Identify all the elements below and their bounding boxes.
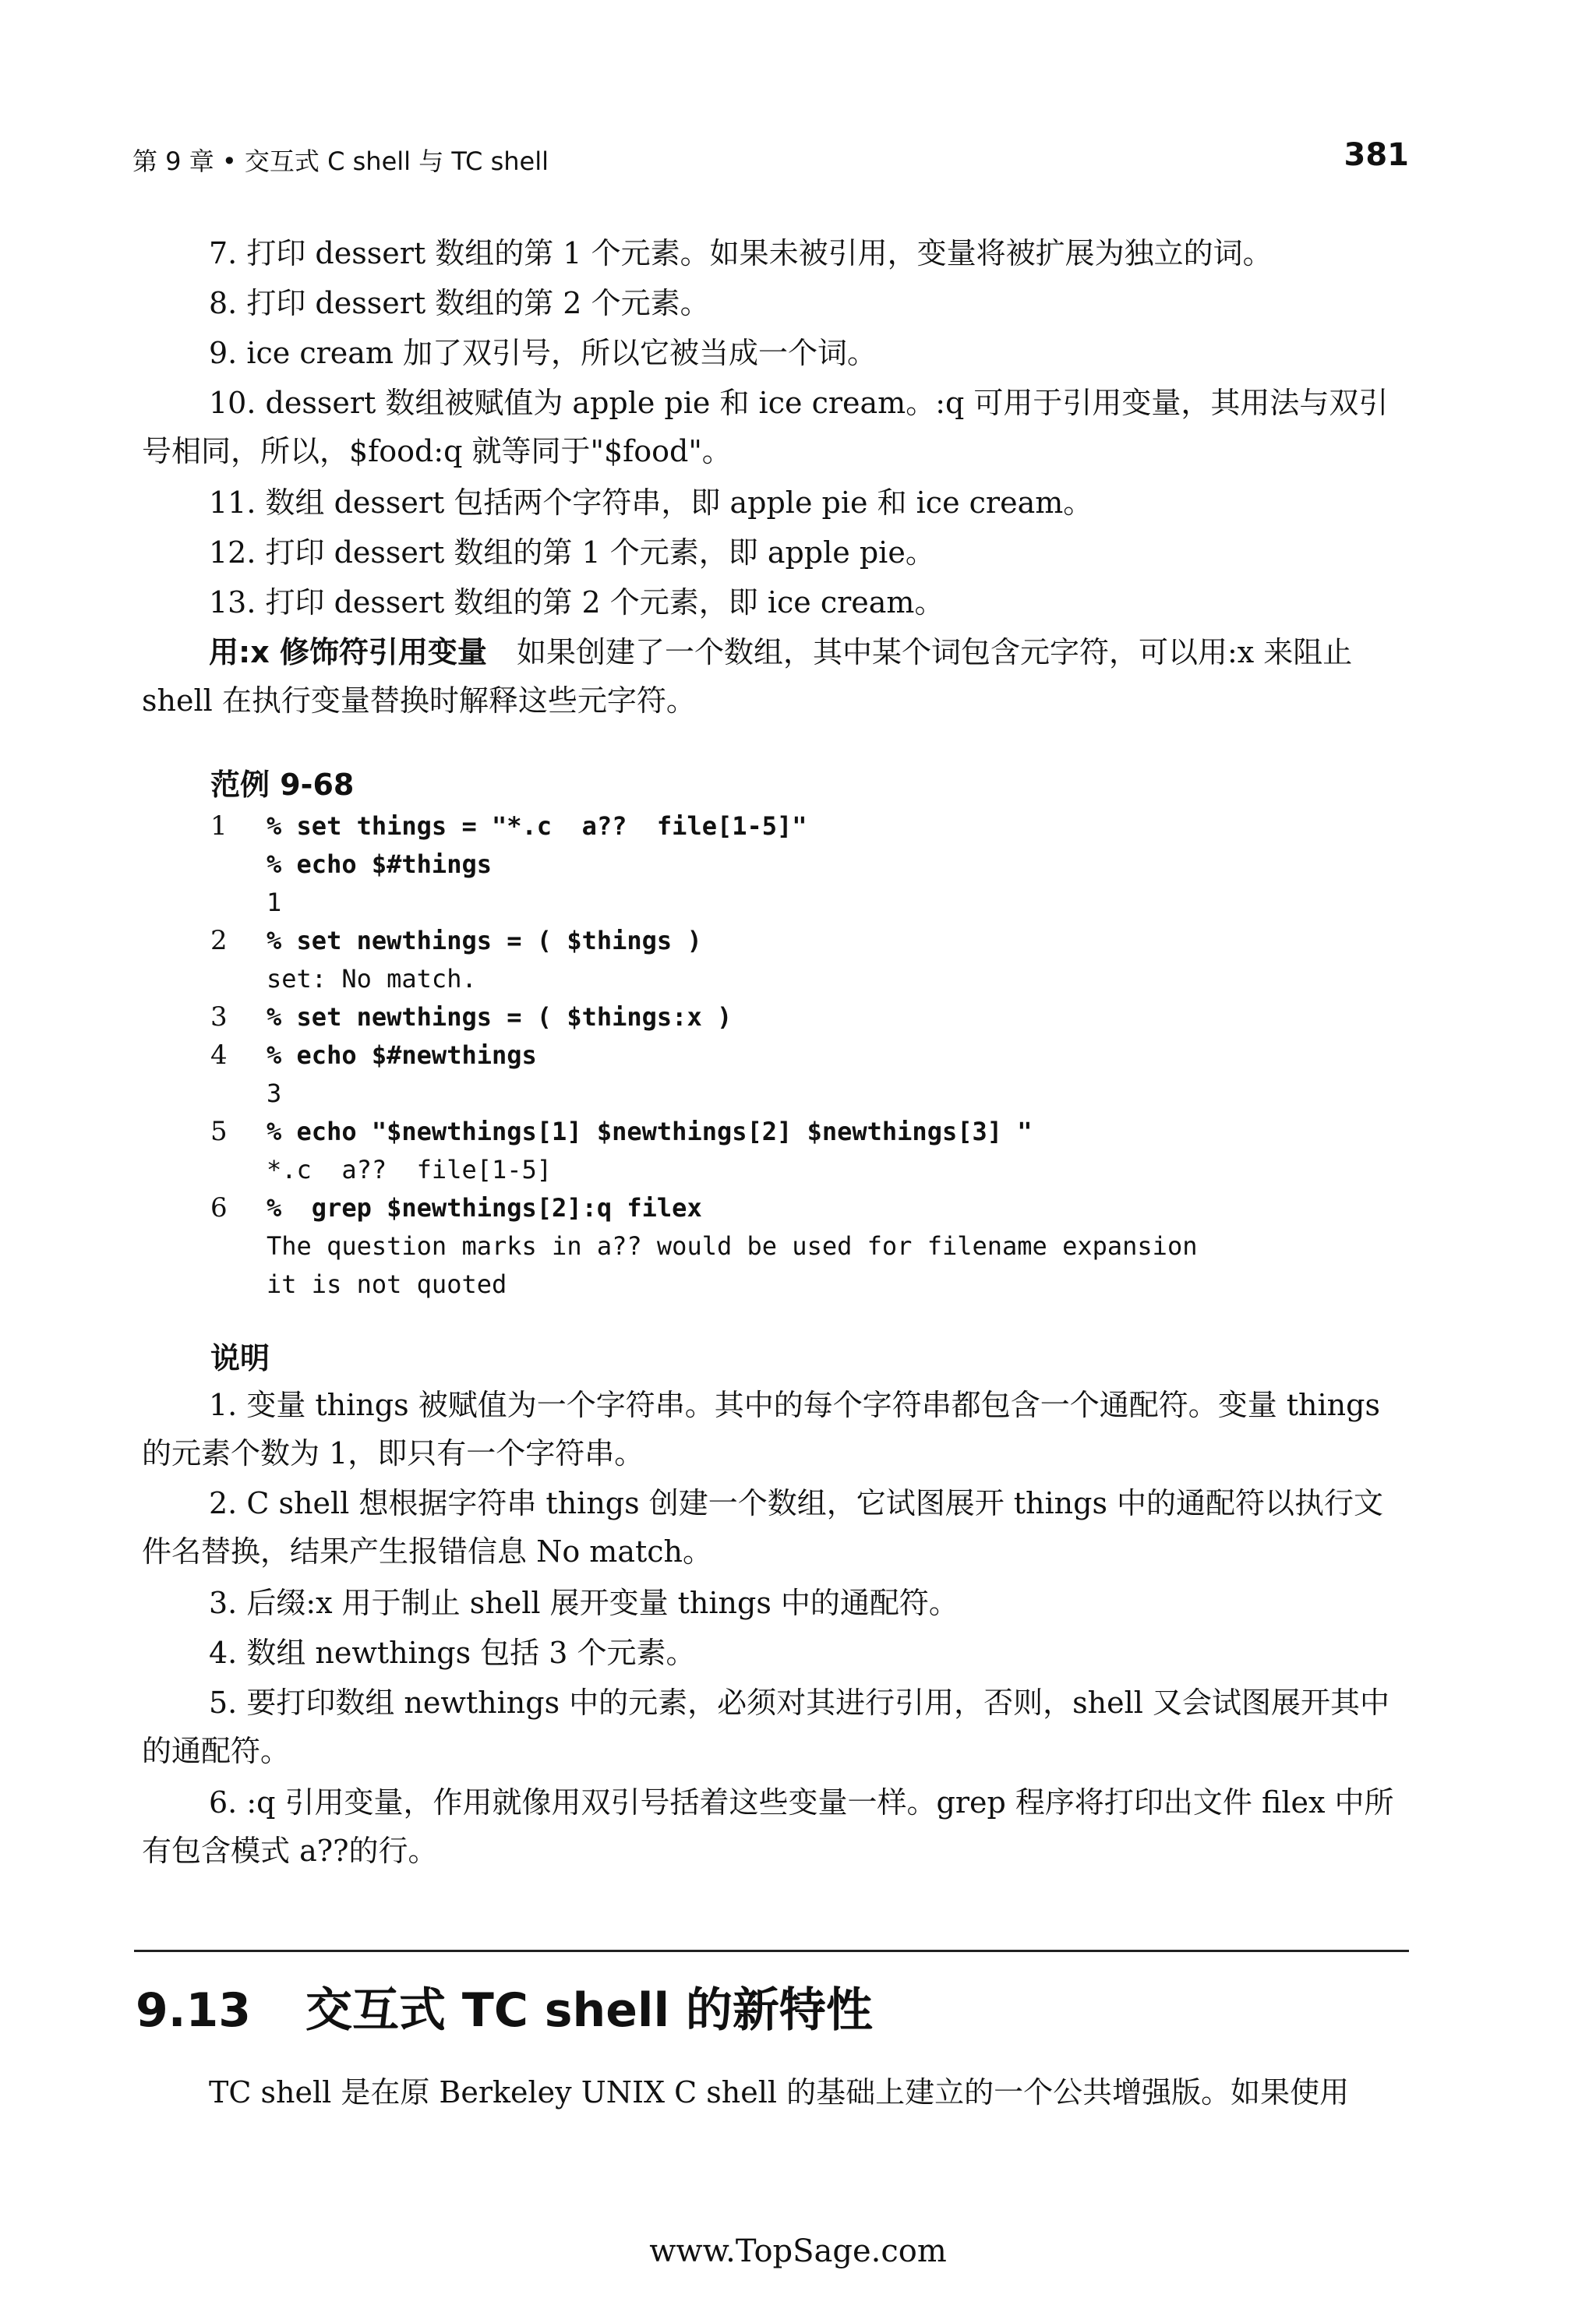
example-title: 范例 9-68 <box>210 768 355 802</box>
code-line <box>210 960 1379 998</box>
code-output: 1 <box>267 888 282 917</box>
code-line <box>210 922 1379 960</box>
code-line <box>210 1036 1379 1075</box>
code-command: % echo "$newthings[1] $newthings[2] $newthings[3] " <box>267 1117 1033 1146</box>
modifier-text: 如果创建了一个数组，其中某个词包含元字符，可以用:x 来阻止 shell 在执行变量替换时解释这些元字符。 <box>142 635 1353 718</box>
note-item-5: 5. 要打印数组 newthings 中的元素，必须对其进行引用，否则，shell 又会试图展开其中的通配符。 <box>142 1686 1390 1768</box>
code-example <box>210 807 1379 1304</box>
code-command: % echo $#things <box>267 849 492 879</box>
code-line-number: 3 <box>210 1001 228 1033</box>
paragraph-item-10: 10. dessert 数组被赋值为 apple pie 和 ice cream。:q 可用于引用变量，其用法与双引号相同，所以，$food:q 就等同于"$food"。 <box>142 386 1389 468</box>
note-item-2: 2. C shell 想根据字符串 things 创建一个数组，它试图展开 things 中的通配符以执行文件名替换，结果产生报错信息 No match。 <box>142 1486 1384 1569</box>
section-divider <box>134 1950 1409 1952</box>
page-number: 381 <box>1344 137 1409 173</box>
code-line <box>210 1189 1379 1227</box>
code-output: it is not quoted <box>267 1269 507 1299</box>
code-command: % grep $newthings[2]:q filex <box>267 1193 702 1223</box>
code-output: *.c a?? file[1-5] <box>267 1155 553 1184</box>
section-paragraph: TC shell 是在原 Berkeley UNIX C shell 的基础上建立的一个公共增强版。如果使用 <box>209 2075 1350 2109</box>
code-line <box>210 846 1379 884</box>
modifier-lead: 用:x 修饰符引用变量 <box>209 635 487 669</box>
code-output: 3 <box>267 1079 282 1108</box>
note-item-3: 3. 后缀:x 用于制止 shell 展开变量 things 中的通配符。 <box>209 1586 959 1620</box>
code-line-number: 2 <box>210 925 228 956</box>
notes-title: 说明 <box>210 1341 270 1375</box>
code-line <box>210 998 1379 1036</box>
section-title: 交互式 TC shell 的新特性 <box>305 1983 873 2038</box>
paragraph-item-9: 9. ice cream 加了双引号，所以它被当成一个词。 <box>209 336 877 370</box>
paragraph-item-13: 13. 打印 dessert 数组的第 2 个元素，即 ice cream。 <box>209 585 945 620</box>
footer-website: www.TopSage.com <box>649 2233 947 2269</box>
section-heading <box>136 1973 873 2040</box>
paragraph-item-11: 11. 数组 dessert 包括两个字符串，即 apple pie 和 ice cream。 <box>209 485 1093 520</box>
code-line-number: 1 <box>210 810 228 842</box>
code-command: % echo $#newthings <box>267 1040 537 1070</box>
paragraph-item-8: 8. 打印 dessert 数组的第 2 个元素。 <box>209 286 710 320</box>
code-line <box>210 1151 1379 1189</box>
code-line-number: 5 <box>210 1116 228 1147</box>
page-header <box>132 137 1409 189</box>
code-line <box>210 1227 1379 1266</box>
code-line <box>210 807 1379 846</box>
code-line-number: 4 <box>210 1040 228 1071</box>
note-item-6: 6. :q 引用变量，作用就像用双引号括着这些变量一样。grep 程序将打印出文件 filex 中所有包含模式 a??的行。 <box>142 1785 1394 1868</box>
code-command: % set things = "*.c a?? file[1-5]" <box>267 811 807 841</box>
paragraph-item-7: 7. 打印 dessert 数组的第 1 个元素。如果未被引用，变量将被扩展为独立的词。 <box>209 236 1273 270</box>
code-output: The question marks in a?? would be used for filename expansion <box>267 1231 1198 1261</box>
code-line <box>210 1075 1379 1113</box>
section-number: 9.13 <box>136 1983 252 2038</box>
code-command: % set newthings = ( $things ) <box>267 926 702 955</box>
code-command: % set newthings = ( $things:x ) <box>267 1002 733 1032</box>
note-item-1: 1. 变量 things 被赋值为一个字符串。其中的每个字符串都包含一个通配符。变量 things 的元素个数为 1，即只有一个字符串。 <box>142 1388 1380 1470</box>
code-line <box>210 1113 1379 1151</box>
chapter-title: 第 9 章 • 交互式 C shell 与 TC shell <box>132 147 549 176</box>
code-line-number: 6 <box>210 1192 228 1223</box>
paragraph-item-12: 12. 打印 dessert 数组的第 1 个元素，即 apple pie。 <box>209 535 935 570</box>
code-line <box>210 1266 1379 1304</box>
code-line <box>210 884 1379 922</box>
modifier-paragraph <box>142 628 1409 725</box>
code-output: set: No match. <box>267 964 477 994</box>
note-item-4: 4. 数组 newthings 包括 3 个元素。 <box>209 1636 696 1670</box>
